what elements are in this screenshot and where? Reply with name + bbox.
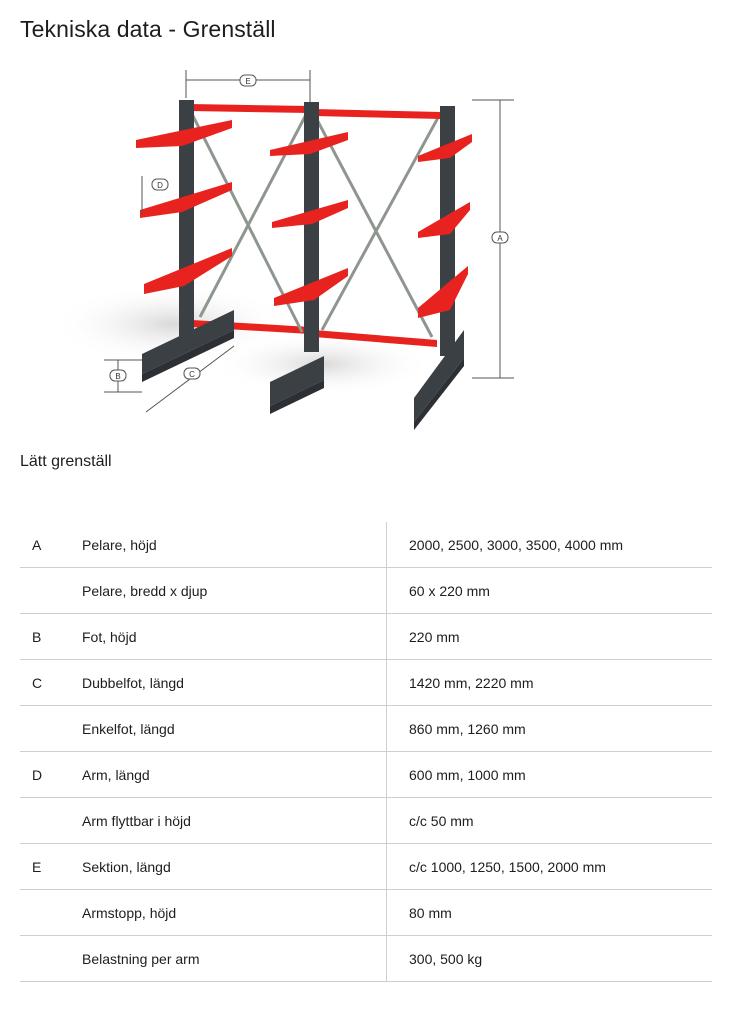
spec-code <box>20 798 82 844</box>
table-row <box>20 660 712 706</box>
spec-code <box>20 568 82 614</box>
spec-code: B <box>20 614 82 660</box>
spec-property: Enkelfot, längd <box>82 706 387 752</box>
spec-value: 600 mm, 1000 mm <box>387 752 713 798</box>
table-row <box>20 568 712 614</box>
spec-code: A <box>20 522 82 568</box>
table-row <box>20 890 712 936</box>
table-row <box>20 522 712 568</box>
spec-property: Pelare, bredd x djup <box>82 568 387 614</box>
spec-code: C <box>20 660 82 706</box>
svg-text:E: E <box>245 77 251 86</box>
cantilever-rack-illustration <box>52 62 542 430</box>
page-title: Tekniska data - Grenställ <box>20 16 276 42</box>
spec-value: 60 x 220 mm <box>387 568 713 614</box>
dimension-label-d <box>152 179 168 190</box>
spec-value: 300, 500 kg <box>387 936 713 982</box>
spec-property: Dubbelfot, längd <box>82 660 387 706</box>
spec-value: 80 mm <box>387 890 713 936</box>
spec-property: Armstopp, höjd <box>82 890 387 936</box>
dimension-label-a <box>492 232 508 243</box>
table-row <box>20 844 712 890</box>
spec-property: Sektion, längd <box>82 844 387 890</box>
svg-text:A: A <box>497 234 503 243</box>
table-row <box>20 706 712 752</box>
table-row <box>20 752 712 798</box>
spec-property: Arm, längd <box>82 752 387 798</box>
spec-property: Arm flyttbar i höjd <box>82 798 387 844</box>
spec-property: Belastning per arm <box>82 936 387 982</box>
spec-value: 2000, 2500, 3000, 3500, 4000 mm <box>387 522 713 568</box>
svg-text:C: C <box>189 370 195 379</box>
spec-code: E <box>20 844 82 890</box>
spec-value: c/c 50 mm <box>387 798 713 844</box>
spec-property: Fot, höjd <box>82 614 387 660</box>
spec-code: D <box>20 752 82 798</box>
table-row <box>20 936 712 982</box>
dimension-label-b <box>110 370 126 381</box>
spec-value: 1420 mm, 2220 mm <box>387 660 713 706</box>
dimension-label-c <box>184 368 200 379</box>
spec-value: 220 mm <box>387 614 713 660</box>
spec-code <box>20 936 82 982</box>
spec-value: 860 mm, 1260 mm <box>387 706 713 752</box>
section-subtitle: Lätt grenställ <box>20 453 112 470</box>
spec-value: c/c 1000, 1250, 1500, 2000 mm <box>387 844 713 890</box>
svg-text:B: B <box>115 372 121 381</box>
spec-code <box>20 890 82 936</box>
spec-property: Pelare, höjd <box>82 522 387 568</box>
table-row <box>20 614 712 660</box>
dimension-label-e <box>240 75 256 86</box>
table-row <box>20 798 712 844</box>
svg-text:D: D <box>157 181 163 190</box>
spec-table <box>20 522 712 982</box>
spec-code <box>20 706 82 752</box>
